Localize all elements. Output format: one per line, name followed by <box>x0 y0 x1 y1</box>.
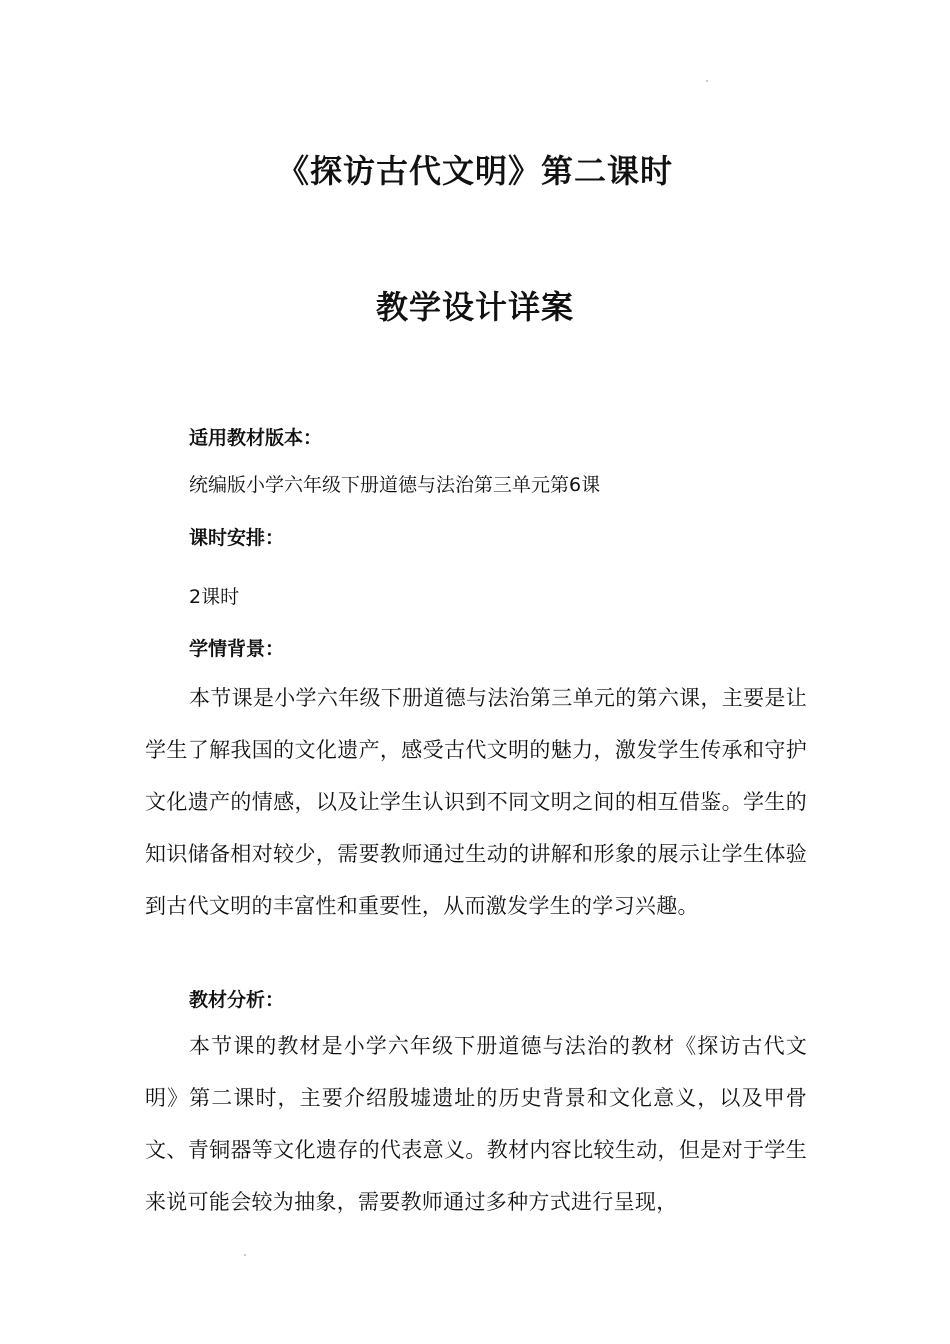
edition-content: 统编版小学六年级下册道德与法治第三单元第6课 <box>189 474 601 496</box>
scan-speck <box>244 1254 246 1256</box>
schedule-content: 2课时 <box>189 586 240 608</box>
section-analysis-body <box>145 1020 807 1228</box>
document-title: 《探访古代文明》第二课时 <box>276 152 673 190</box>
section-edition-body <box>145 470 807 497</box>
scan-speck <box>706 80 708 82</box>
background-paragraph: 本节课是小学六年级下册道德与法治第三单元的第六课，主要是让学生了解我国的文化遗产，感受古代文明的魅力，激发学生传承和守护文化遗产的情感，以及让学生认识到不同文明之间的相互借鉴。学生的知识储备相对较少，需要教师通过生动的讲解和形象的展示让学生体验到古代文明的丰富性和重要性，从而激发学生的学习兴趣。 <box>145 686 807 918</box>
section-heading-analysis: 教材分析： <box>189 989 285 1011</box>
section-background <box>145 634 807 661</box>
section-heading-schedule: 课时安排： <box>189 527 285 549</box>
section-analysis <box>145 985 807 1012</box>
document-subtitle: 教学设计详案 <box>375 288 574 326</box>
analysis-paragraph: 本节课的教材是小学六年级下册道德与法治的教材《探访古代文明》第二课时，主要介绍殷墟遗址的历史背景和文化意义，以及甲骨文、青铜器等文化遗存的代表意义。教材内容比较生动，但是对于学生来说可能会较为抽象，需要教师通过多种方式进行呈现， <box>145 1034 807 1214</box>
section-heading-background: 学情背景： <box>189 638 285 660</box>
section-background-body <box>145 672 807 932</box>
section-edition <box>145 423 807 450</box>
section-heading-edition: 适用教材版本： <box>189 427 323 449</box>
section-schedule-body <box>145 582 807 609</box>
section-schedule <box>145 523 807 550</box>
